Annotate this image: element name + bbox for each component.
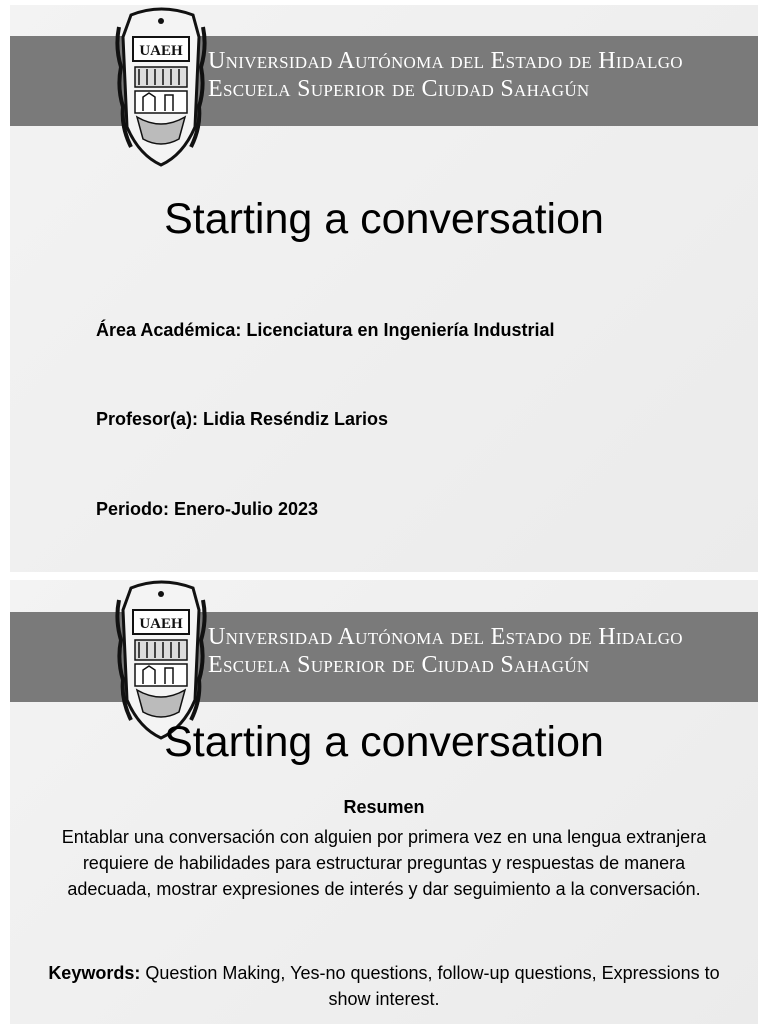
academic-area: Área Académica: Licenciatura en Ingeniería Industrial bbox=[96, 320, 555, 340]
school-name: Escuela Superior de Ciudad Sahagún bbox=[208, 652, 590, 678]
keywords-text: Question Making, Yes-no questions, follow-up questions, Expressions to show interest. bbox=[140, 963, 720, 1009]
university-name: Universidad Autónoma del Estado de Hidalgo bbox=[208, 624, 683, 650]
school-name: Escuela Superior de Ciudad Sahagún bbox=[208, 76, 590, 102]
uaeh-crest-logo bbox=[113, 580, 209, 740]
keywords bbox=[40, 960, 728, 1012]
presentation-title: Starting a conversation bbox=[164, 195, 604, 243]
uaeh-crest-logo bbox=[113, 7, 209, 167]
summary-text: Entablar una conversación con alguien por primera vez en una lengua extranjera requiere de habilidades para estructurar preguntas y respuestas de manera adecuada, mostrar expresiones de interés y dar seguimiento a la conversación. bbox=[61, 827, 707, 899]
svg-text:UAEH: UAEH bbox=[139, 616, 183, 632]
period: Periodo: Enero-Julio 2023 bbox=[96, 499, 319, 519]
professor: Profesor(a): Lidia Reséndiz Larios bbox=[96, 409, 389, 429]
summary-heading: Resumen bbox=[343, 797, 425, 817]
svg-text:UAEH: UAEH bbox=[139, 43, 183, 59]
keywords-label: Keywords: bbox=[48, 963, 141, 983]
presentation-title: Starting a conversation bbox=[164, 718, 604, 766]
title-slide bbox=[10, 5, 758, 572]
abstract-slide bbox=[10, 580, 758, 1024]
university-name: Universidad Autónoma del Estado de Hidalgo bbox=[208, 48, 683, 74]
